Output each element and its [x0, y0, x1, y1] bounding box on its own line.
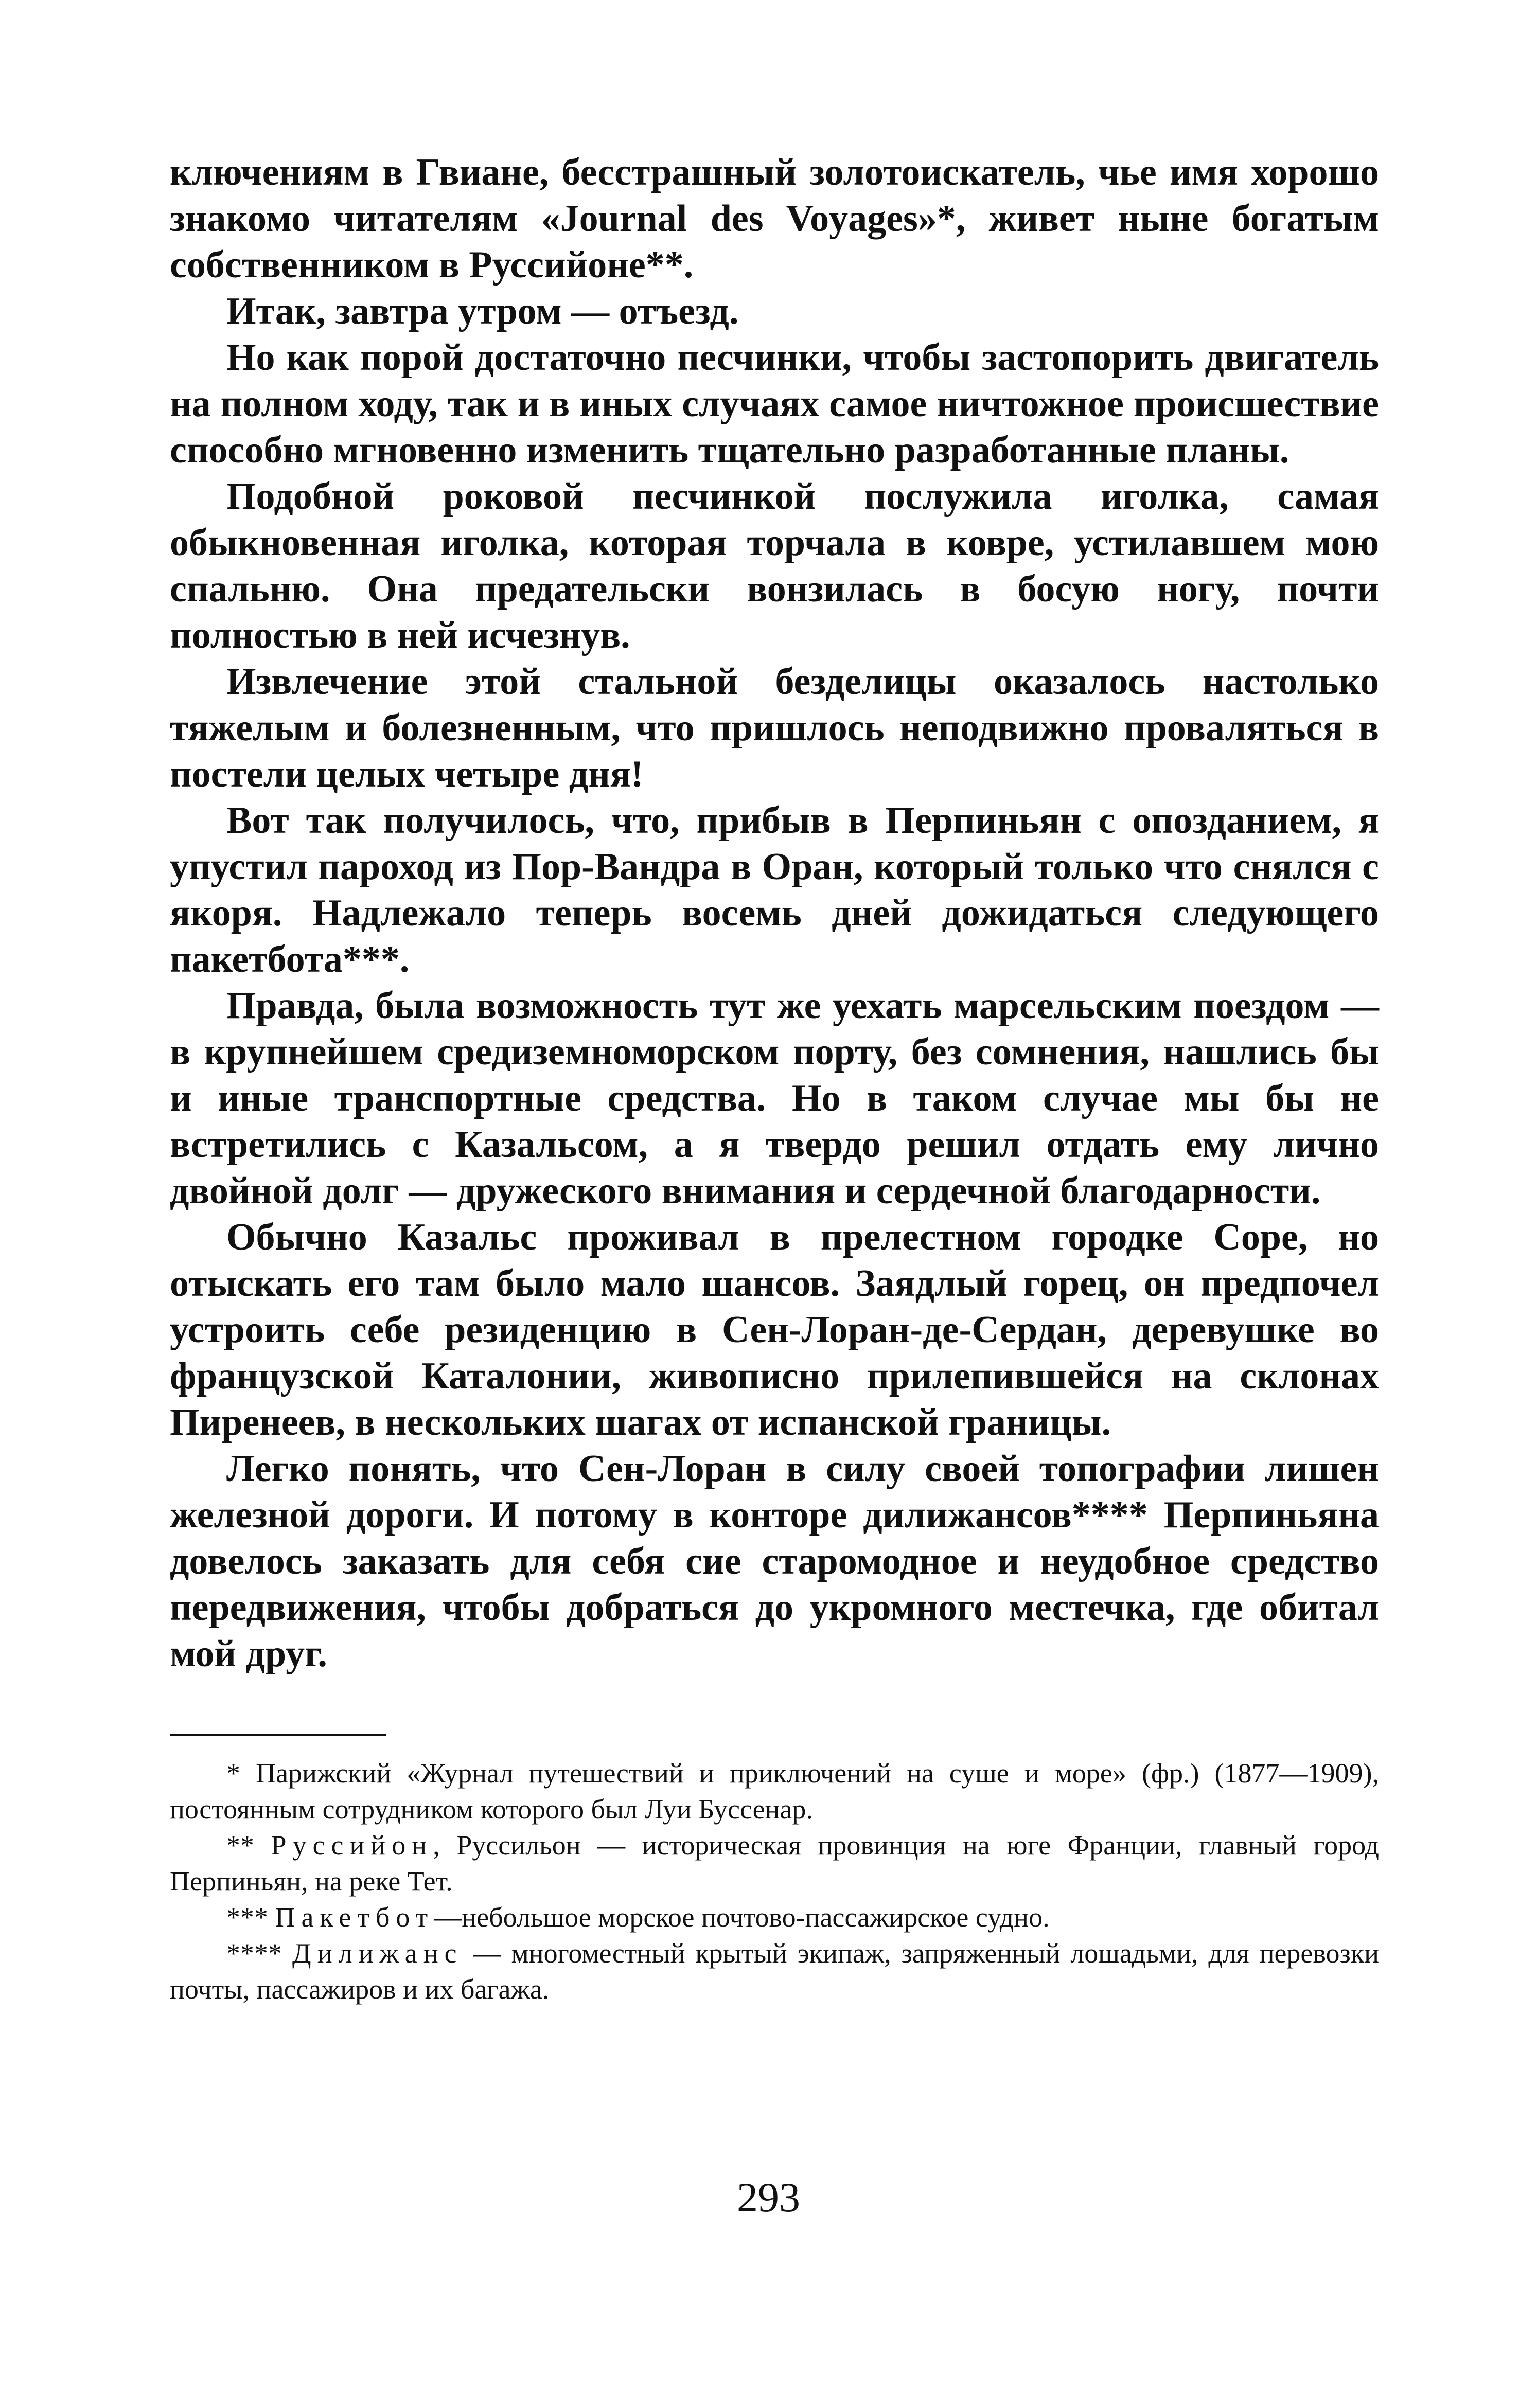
- footnote-text: — многоместный крытый экипаж, запряженный лошадьми, для перевозки почты, пассажиров и их багажа.: [170, 1938, 1379, 2005]
- footnote-term: Пакетбот: [275, 1902, 434, 1933]
- paragraph-3: Но как порой достаточно песчинки, чтобы застопорить двигатель на полном ходу, так и в иных случаях самое ничтожное происшествие способно мгновенно изменить тщательно разработанные планы.: [170, 336, 1379, 471]
- paragraph-9: Легко понять, что Сен-Лоран в силу своей топографии лишен железной дороги. И потому в конторе дилижансов**** Перпиньяна довелось заказать для себя сие старомодное и неудобное средство передвижения, чтобы добраться до укромного местечка, где обитал мой друг.: [170, 1448, 1379, 1675]
- footnotes: [170, 1755, 1379, 2007]
- paragraph-2: Итак, завтра утром — отъезд.: [226, 290, 739, 332]
- paragraph-7: Правда, была возможность тут же уехать марсельским поездом — в крупнейшем средиземноморском порту, без сомнения, нашлись бы и иные транспортные средства. Но в таком случае мы бы не встретились с Казальсом, а я твердо решил отдать ему лично двойной долг — дружеского внимания и сердечной благодарности.: [170, 985, 1379, 1212]
- footnote-marker: *: [226, 1758, 240, 1789]
- footnote-marker: **: [226, 1830, 254, 1861]
- footnote-1: [170, 1755, 1379, 1827]
- footnote-term: Руссийон: [271, 1830, 433, 1861]
- footnote-3: [170, 1899, 1379, 1935]
- footnote-2: [170, 1827, 1379, 1899]
- footnote-marker: ***: [226, 1902, 268, 1933]
- paragraph-1: ключениям в Гвиане, бесстрашный золотоискатель, чье имя хорошо знакомо читателям «Journal des Voyages»*, живет ныне богатым собственником в Руссийоне**.: [170, 151, 1379, 286]
- page-number: 293: [737, 2174, 800, 2221]
- footnote-text: —небольшое морское почтово-пассажирское судно.: [434, 1902, 1050, 1933]
- paragraph-8: Обычно Казальс проживал в прелестном городке Соре, но отыскать его там было мало шансов. Заядлый горец, он предпочел устроить себе резиденцию в Сен-Лоран-де-Сердан, деревушке во французской Каталонии, живописно прилепившейся на склонах Пиренеев, в нескольких шагах от испанской границы.: [170, 1216, 1379, 1443]
- paragraph-4: Подобной роковой песчинкой послужила иголка, самая обыкновенная иголка, которая торчала в ковре, устилавшем мою спальню. Она предательски вонзилась в босую ногу, почти полностью в ней исчезнув.: [170, 475, 1379, 656]
- footnote-marker: ****: [226, 1938, 282, 1969]
- paragraph-6: Вот так получилось, что, прибыв в Перпиньян с опозданием, я упустил пароход из Пор-Вандра в Оран, который только что снялся с якоря. Надлежало теперь восемь дней дожидаться следующего пакетбота***.: [170, 799, 1379, 980]
- book-page: [170, 149, 1379, 2007]
- footnote-4: [170, 1935, 1379, 2007]
- footnote-term: Дилижанс: [292, 1938, 463, 1969]
- paragraph-5: Извлечение этой стальной безделицы оказалось настолько тяжелым и болезненным, что пришлось неподвижно проваляться в постели целых четыре дня!: [170, 661, 1379, 795]
- footnote-text: , Руссильон — историческая провинция на юге Франции, главный город Перпиньян, на реке Тет.: [170, 1830, 1380, 1897]
- footnote-divider: [170, 1734, 386, 1736]
- main-text: [170, 149, 1379, 1677]
- footnote-text: Парижский «Журнал путешествий и приключений на суше и море» (фр.) (1877—1909), постоянным сотрудником которого был Луи Буссенар.: [170, 1758, 1379, 1825]
